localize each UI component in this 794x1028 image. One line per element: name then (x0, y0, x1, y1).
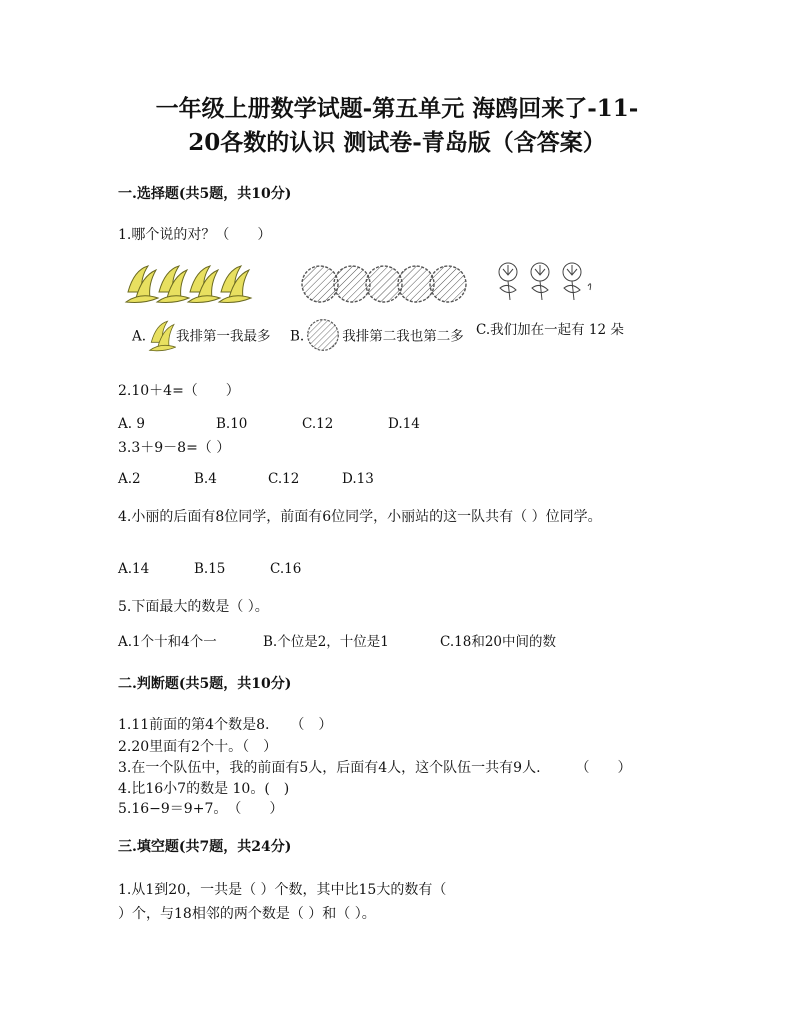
judge-item: 1.11前面的第4个数是8. （ ） (118, 717, 333, 733)
morning-glory-icon (563, 263, 591, 300)
banana-group (122, 262, 257, 306)
fill-question-1-line-1: 1.从1到20，一共是（ ）个数，其中比15大的数有（ (118, 882, 447, 898)
question-3-option[interactable]: D.13 (342, 471, 374, 487)
option-a-text: 我排第一我最多 (176, 328, 271, 345)
question-4-option[interactable]: C.16 (270, 561, 302, 577)
banana-bunch-icon (157, 266, 189, 303)
question-2-option[interactable]: D.14 (388, 416, 420, 432)
question-4-option[interactable]: A.14 (118, 561, 150, 577)
option-a-prefix: A. (132, 328, 147, 345)
judge-item: 3.在一个队伍中，我的前面有5人，后面有4人，这个队伍一共有9人. （ ） (118, 760, 632, 776)
hydrangea-group (300, 262, 468, 306)
title-line-2: 20各数的认识 测试卷-青岛版（含答案） (188, 129, 606, 156)
question-2-option[interactable]: C.12 (302, 416, 334, 432)
morning-glory-icon (499, 263, 517, 300)
question-2-option[interactable]: B.10 (216, 416, 248, 432)
morning-glory-group (494, 262, 600, 306)
option-b-text: 我排第二我也第二多 (342, 328, 464, 345)
judge-item: 4.比16小7的数是 10。( ) (118, 781, 290, 797)
section-heading-judge: 二.判断题(共5题，共10分) (118, 676, 292, 692)
banana-bunch-icon (146, 318, 176, 356)
question-1-option-a[interactable] (132, 318, 271, 356)
question-1-stem: 1.哪个说的对？（ ） (118, 227, 272, 243)
question-2-stem: 2.10＋4=（ ） (118, 383, 240, 399)
question-3-option[interactable]: A.2 (118, 471, 141, 487)
question-5-option[interactable]: A.1个十和4个一 (118, 634, 217, 650)
question-1-option-b[interactable] (290, 318, 464, 356)
judge-item: 2.20里面有2个十。（ ） (118, 739, 278, 755)
question-3-option[interactable]: C.12 (268, 471, 300, 487)
question-2-option[interactable]: A. 9 (118, 416, 145, 432)
hydrangea-icon (306, 318, 340, 356)
banana-bunch-icon (126, 266, 158, 303)
question-3-stem: 3.3＋9－8=（ ） (118, 440, 231, 456)
hydrangea-icon (366, 266, 402, 302)
morning-glory-icon (531, 263, 549, 300)
hydrangea-icon (398, 266, 434, 302)
hydrangea-icon (334, 266, 370, 302)
section-heading-fill: 三.填空题(共7题，共24分) (118, 839, 292, 855)
question-5-stem: 5.下面最大的数是（ ）。 (118, 599, 269, 615)
fill-question-1-line-2: ）个，与18相邻的两个数是（ ）和（ ）。 (118, 906, 376, 922)
hydrangea-icon (302, 266, 338, 302)
question-5-option[interactable]: C.18和20中间的数 (440, 634, 556, 650)
hydrangea-icon (430, 266, 466, 302)
page-title (110, 92, 684, 160)
banana-bunch-icon (219, 266, 251, 303)
question-5-option[interactable]: B.个位是2，十位是1 (263, 634, 389, 650)
option-b-prefix: B. (290, 328, 305, 345)
title-line-1: 一年级上册数学试题-第五单元 海鸥回来了-11- (155, 95, 639, 122)
question-4-option[interactable]: B.15 (194, 561, 226, 577)
question-3-option[interactable]: B.4 (194, 471, 217, 487)
judge-item: 5.16−9＝9+7。 （ ） (118, 801, 284, 817)
question-1-option-c[interactable]: C.我们加在一起有 12 朵 (476, 322, 624, 338)
question-4-stem: 4.小丽的后面有8位同学，前面有6位同学，小丽站的这一队共有（ ）位同学。 (118, 509, 602, 525)
banana-bunch-icon (188, 266, 220, 303)
section-heading-choice: 一.选择题(共5题，共10分) (118, 186, 292, 202)
